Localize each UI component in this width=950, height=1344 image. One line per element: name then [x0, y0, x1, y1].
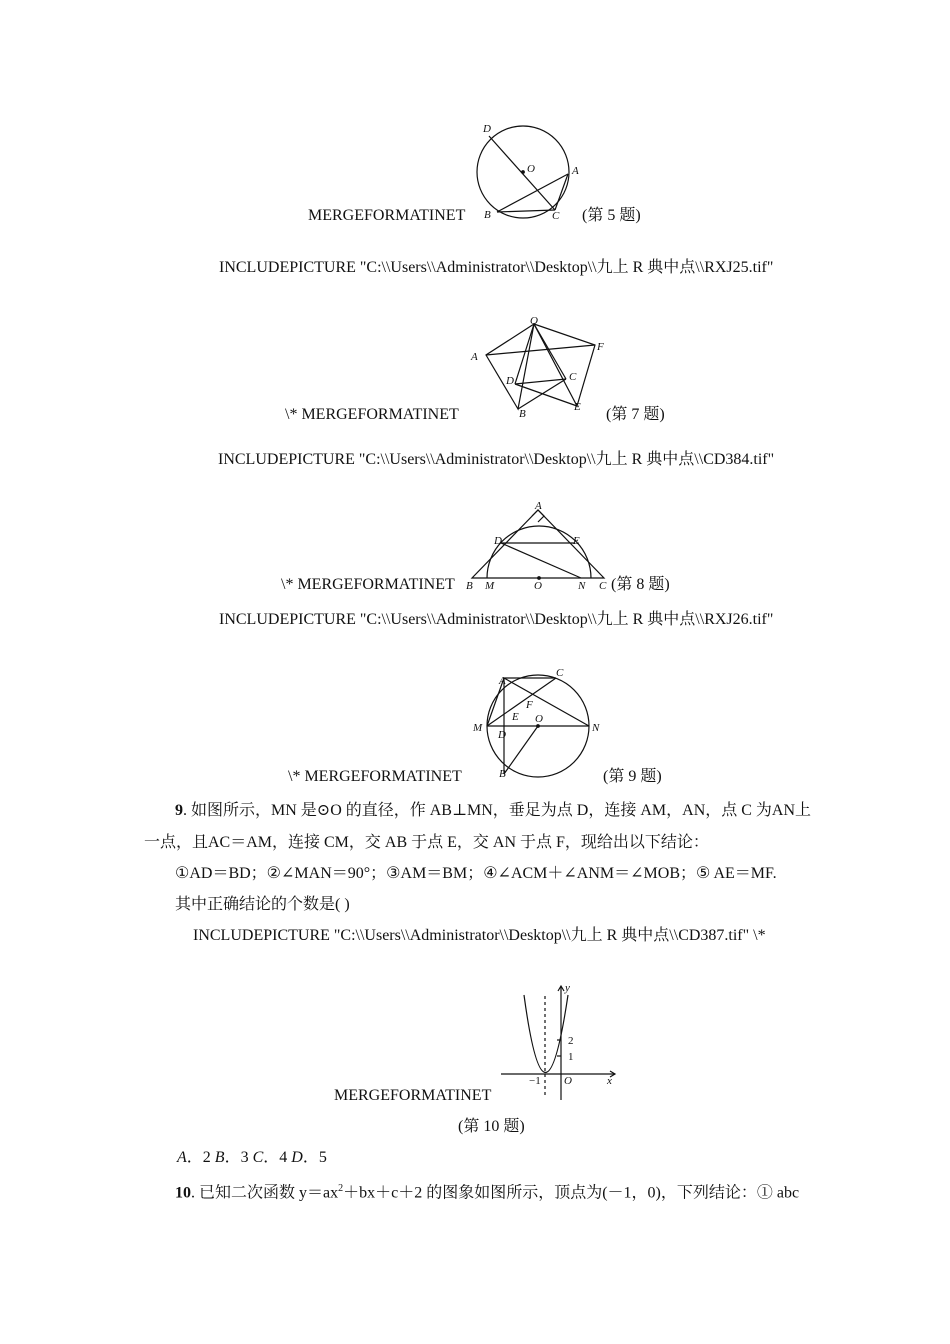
fig9-label-O: O — [535, 713, 543, 725]
q9-number: 9 — [175, 802, 183, 819]
fig8-label-B: B — [466, 580, 473, 592]
q9-line1 — [175, 801, 811, 821]
fig7-caption: (第 7 题) — [606, 406, 665, 423]
fig9-center-dot — [537, 725, 540, 728]
q10-stem-a: . 已知二次函数 y＝ax — [191, 1184, 339, 1202]
fig10-label-y: y — [565, 982, 570, 994]
fig9-label-M: M — [473, 722, 483, 734]
fig8-segment-DN — [501, 543, 581, 578]
fig5-label-D: D — [483, 123, 491, 135]
fig8-label-C: C — [599, 580, 607, 592]
fig7-label-B: B — [519, 408, 526, 420]
q9-line2: 一点，且AC＝AM，连接 CM，交 AB 于点 E，交 AN 于点 F，现给出以下结论： — [144, 834, 709, 851]
q9-question: 其中正确结论的个数是( ) — [175, 896, 350, 913]
fig9-label-B: B — [499, 768, 506, 780]
fig5-label-O: O — [527, 163, 535, 175]
fig7-label-A: A — [471, 351, 478, 363]
fig8-center-dot — [538, 577, 541, 580]
fig10-field-code: MERGEFORMATINET — [334, 1087, 492, 1104]
fig5-segment-BA — [497, 174, 568, 212]
option-c-letter: C — [252, 1149, 264, 1166]
fig9-segment-BO — [504, 726, 538, 774]
fig8-caption: (第 8 题) — [611, 576, 670, 593]
fig8-field-code: \* MERGEFORMATINET — [281, 576, 455, 593]
fig8-label-N: N — [578, 580, 586, 592]
fig7-label-E: E — [574, 401, 581, 413]
fig10-label-neg1: −1 — [529, 1075, 541, 1087]
fig8-include-field: INCLUDEPICTURE "C:\\Users\\Administrator\\Desktop\\九上 R 典中点\\RXJ26.tif" — [219, 611, 774, 628]
fig10-label-origin: O — [564, 1075, 572, 1087]
fig7-label-C: C — [569, 371, 577, 383]
fig5-label-C: C — [552, 210, 560, 222]
fig7-label-F: F — [597, 341, 604, 353]
q10-line1 — [175, 1179, 799, 1203]
fig5-center-dot — [522, 171, 525, 174]
fig7-segment-OC — [534, 324, 566, 379]
option-d-letter: D — [291, 1149, 303, 1166]
fig10-graph — [495, 980, 625, 1104]
fig5-label-B: B — [484, 209, 491, 221]
fig7-field-code: \* MERGEFORMATINET — [285, 406, 459, 423]
option-b-letter: B — [214, 1149, 225, 1166]
q9-include-field: INCLUDEPICTURE "C:\\Users\\Administrator\\Desktop\\九上 R 典中点\\CD387.tif" \* — [193, 927, 766, 944]
fig9-label-A: A — [499, 675, 506, 687]
q9-conclusions: ①AD＝BD；②∠MAN＝90°；③AM＝BM；④∠ACM＋∠ANM＝∠MOB；⑤ AE＝MF. — [175, 865, 777, 882]
q10-superscript: 2 — [338, 1183, 344, 1194]
fig5-diagram — [475, 118, 585, 228]
option-c-value[interactable]: ．4 — [263, 1149, 292, 1166]
option-b-value[interactable]: ．3 — [224, 1149, 253, 1166]
fig5-caption: (第 5 题) — [582, 207, 641, 224]
fig10-label-2: 2 — [568, 1035, 574, 1047]
fig8-semicircle — [487, 526, 591, 578]
fig9-field-code: \* MERGEFORMATINET — [288, 768, 462, 785]
fig10-label-1: 1 — [568, 1051, 574, 1063]
option-d-value[interactable]: ．5 — [302, 1149, 327, 1166]
fig5-label-A: A — [572, 165, 579, 177]
fig8-label-A: A — [535, 500, 542, 512]
fig5-field-code: MERGEFORMATINET — [308, 207, 466, 224]
fig9-label-C: C — [556, 667, 564, 679]
fig7-label-O: O — [530, 315, 538, 327]
fig9-label-E: E — [512, 711, 519, 723]
fig7-label-D: D — [506, 375, 514, 387]
option-a-value[interactable]: ．2 — [186, 1149, 215, 1166]
q9-stem-1: . 如图所示，MN 是⊙O 的直径，作 AB⊥MN，垂足为点 D，连接 AM，AN，点 C 为AN上 — [183, 802, 812, 819]
fig7-segment-AF — [486, 345, 595, 355]
fig7-include-field: INCLUDEPICTURE "C:\\Users\\Administrator\\Desktop\\九上 R 典中点\\CD384.tif" — [218, 451, 775, 468]
fig8-label-D: D — [494, 535, 502, 547]
fig5-include-field: INCLUDEPICTURE "C:\\Users\\Administrator\\Desktop\\九上 R 典中点\\RXJ25.tif" — [219, 259, 774, 276]
fig9-label-F: F — [526, 699, 533, 711]
fig7-triangle-OAB — [486, 324, 534, 409]
fig9-label-D: D — [498, 729, 506, 741]
fig7-diagram — [466, 312, 616, 424]
q10-stem-b: ＋bx＋c＋2 的图象如图所示，顶点为(－1，0)，下列结论：① abc — [343, 1184, 800, 1202]
fig8-diagram — [462, 496, 612, 596]
fig8-triangle-ABC — [472, 510, 604, 578]
fig8-label-E: E — [573, 535, 580, 547]
fig10-caption: (第 10 题) — [458, 1118, 525, 1135]
fig8-label-O: O — [534, 580, 542, 592]
q10-number: 10 — [175, 1184, 191, 1202]
fig9-caption: (第 9 题) — [603, 768, 662, 785]
fig8-label-M: M — [485, 580, 495, 592]
fig10-label-x: x — [607, 1075, 612, 1087]
fig9-diagram — [470, 664, 610, 782]
q9-options — [177, 1148, 327, 1168]
option-a-letter: A — [177, 1149, 187, 1166]
fig9-label-N: N — [592, 722, 600, 734]
